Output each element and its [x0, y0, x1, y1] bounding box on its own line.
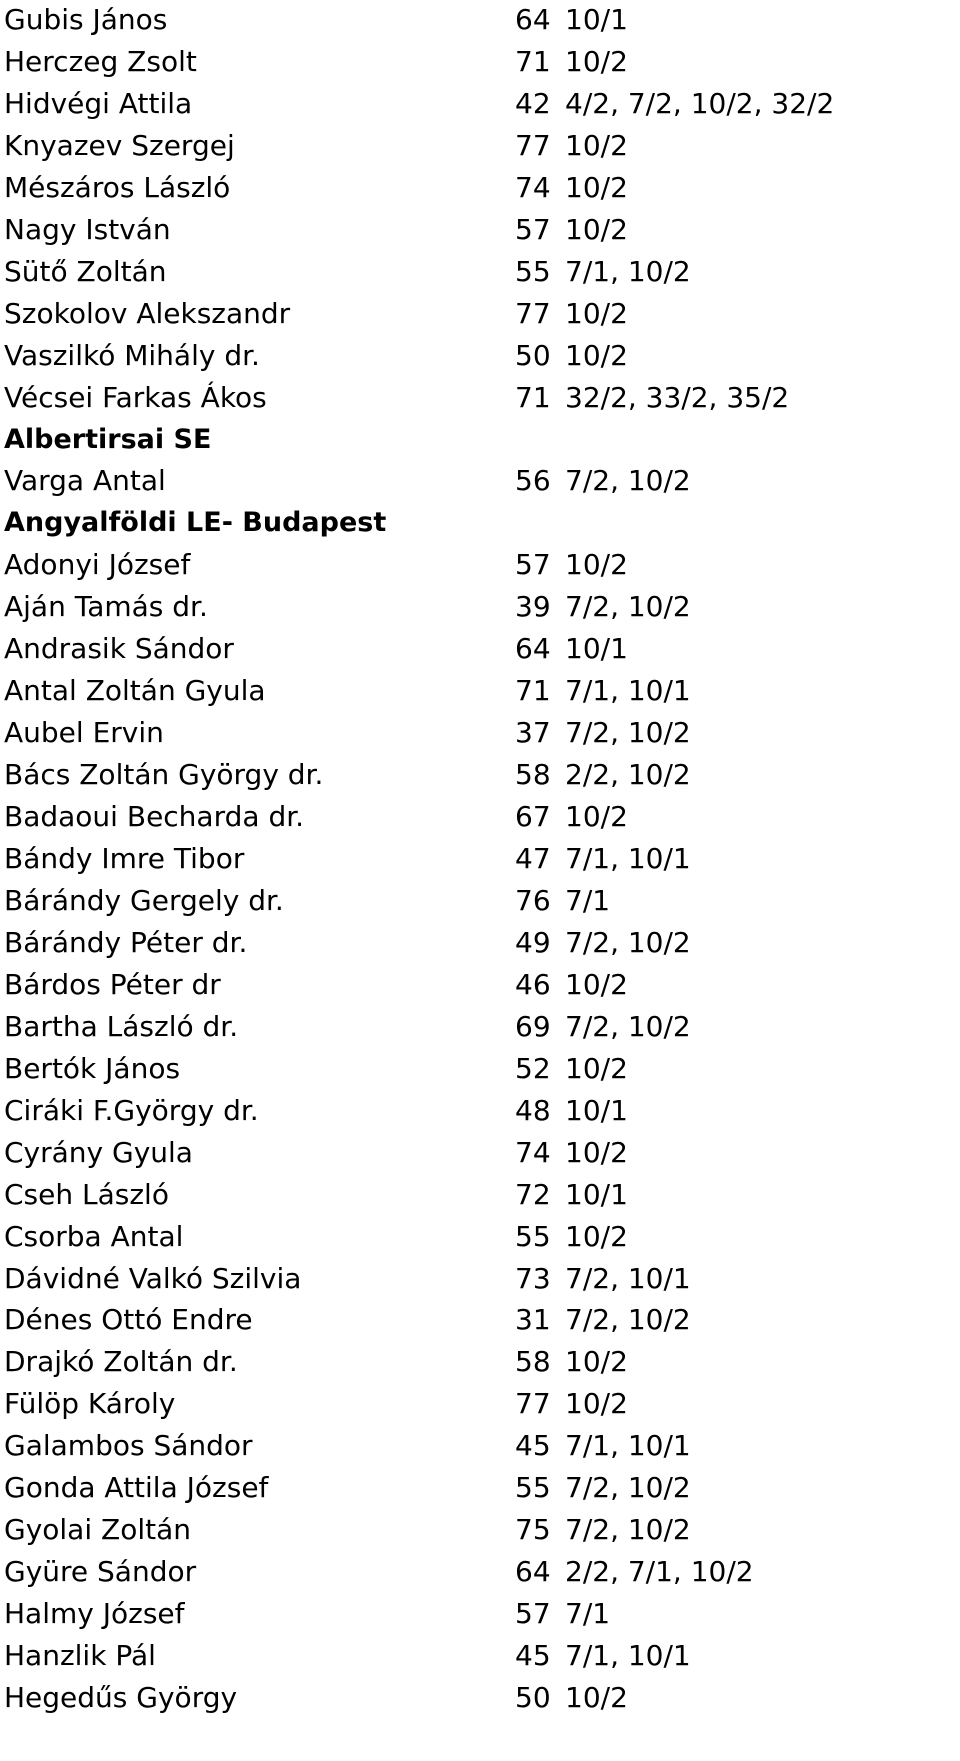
- member-categories: 7/2, 10/2: [565, 1513, 691, 1547]
- member-row: [0, 169, 960, 207]
- member-age: 72: [515, 1177, 551, 1211]
- member-row: [0, 127, 960, 165]
- member-name: Szokolov Alekszandr: [4, 296, 291, 330]
- member-name: Varga Antal: [4, 464, 166, 498]
- member-name: Csorba Antal: [4, 1219, 184, 1253]
- member-age: 77: [515, 1387, 551, 1421]
- member-age: 50: [515, 338, 551, 372]
- member-row: [0, 1092, 960, 1130]
- member-row: [0, 672, 960, 710]
- member-row: [0, 630, 960, 668]
- member-name: Aubel Ervin: [4, 716, 164, 750]
- member-categories: 7/2, 10/2: [565, 590, 691, 624]
- member-categories: 10/2: [565, 1681, 628, 1714]
- member-name: Hidvégi Attila: [4, 86, 193, 120]
- member-age: 55: [515, 1219, 551, 1253]
- member-categories: 10/2: [565, 1387, 628, 1421]
- member-categories: 10/2: [565, 1135, 628, 1169]
- member-row: [0, 1134, 960, 1172]
- member-name: Nagy István: [4, 212, 171, 246]
- member-categories: 2/2, 10/2: [565, 758, 691, 792]
- member-row: [0, 1343, 960, 1381]
- member-row: [0, 1050, 960, 1088]
- member-age: 52: [515, 1051, 551, 1085]
- member-categories: 10/2: [565, 338, 628, 372]
- member-categories: 10/2: [565, 170, 628, 204]
- member-age: 75: [515, 1513, 551, 1547]
- club-heading: [0, 421, 960, 459]
- member-name: Knyazev Szergej: [4, 128, 235, 162]
- member-name: Bárándy Péter dr.: [4, 925, 248, 959]
- member-name: Hegedűs György: [4, 1681, 238, 1714]
- member-row: [0, 379, 960, 417]
- member-categories: 10/2: [565, 212, 628, 246]
- member-name: Hanzlik Pál: [4, 1639, 156, 1673]
- member-name: Cseh László: [4, 1177, 169, 1211]
- member-age: 74: [515, 170, 551, 204]
- member-categories: 10/2: [565, 1051, 628, 1085]
- club-heading: [0, 504, 960, 542]
- member-categories: 7/1, 10/2: [565, 254, 691, 288]
- member-row: [0, 966, 960, 1004]
- member-age: 57: [515, 548, 551, 582]
- member-row: [0, 1260, 960, 1298]
- member-age: 76: [515, 883, 551, 917]
- member-categories: 10/1: [565, 1093, 628, 1127]
- member-categories: 10/2: [565, 967, 628, 1001]
- member-row: [0, 546, 960, 584]
- member-row: [0, 1008, 960, 1046]
- member-name: Herczeg Zsolt: [4, 44, 197, 78]
- member-row: [0, 43, 960, 81]
- member-name: Bárdos Péter dr: [4, 967, 221, 1001]
- member-name: Andrasik Sándor: [4, 632, 234, 666]
- member-name: Adonyi József: [4, 548, 191, 582]
- member-categories: 7/1, 10/1: [565, 1429, 691, 1463]
- member-row: [0, 85, 960, 123]
- member-categories: 10/1: [565, 1177, 628, 1211]
- member-categories: 7/2, 10/1: [565, 1261, 691, 1295]
- member-row: [0, 924, 960, 962]
- member-categories: 10/2: [565, 1345, 628, 1379]
- member-name: Halmy József: [4, 1597, 185, 1631]
- member-name: Mészáros László: [4, 170, 231, 204]
- member-row: [0, 1469, 960, 1507]
- member-age: 48: [515, 1093, 551, 1127]
- club-name: Angyalföldi LE- Budapest: [4, 507, 387, 539]
- member-age: 57: [515, 212, 551, 246]
- member-name: Badaoui Becharda dr.: [4, 800, 305, 834]
- member-categories: 7/2, 10/2: [565, 1303, 691, 1337]
- member-row: [0, 756, 960, 794]
- member-row: [0, 1218, 960, 1256]
- member-row: [0, 1176, 960, 1214]
- member-categories: 7/2, 10/2: [565, 925, 691, 959]
- member-categories: 7/2, 10/2: [565, 716, 691, 750]
- member-age: 55: [515, 254, 551, 288]
- member-age: 55: [515, 1471, 551, 1505]
- member-row: [0, 462, 960, 500]
- member-age: 71: [515, 674, 551, 708]
- member-name: Ciráki F.György dr.: [4, 1093, 259, 1127]
- member-age: 45: [515, 1639, 551, 1673]
- member-categories: 2/2, 7/1, 10/2: [565, 1555, 754, 1589]
- member-name: Sütő Zoltán: [4, 254, 167, 288]
- member-name: Bács Zoltán György dr.: [4, 758, 324, 792]
- member-categories: 7/1, 10/1: [565, 1639, 691, 1673]
- club-name: Albertirsai SE: [4, 423, 212, 455]
- member-age: 45: [515, 1429, 551, 1463]
- member-name: Aján Tamás dr.: [4, 590, 208, 624]
- member-row: [0, 1427, 960, 1465]
- member-categories: 10/2: [565, 296, 628, 330]
- member-name: Dávidné Valkó Szilvia: [4, 1261, 302, 1295]
- member-age: 31: [515, 1303, 551, 1337]
- member-categories: 4/2, 7/2, 10/2, 32/2: [565, 86, 835, 120]
- member-age: 69: [515, 1009, 551, 1043]
- member-age: 67: [515, 800, 551, 834]
- member-age: 58: [515, 1345, 551, 1379]
- member-categories: 10/2: [565, 44, 628, 78]
- member-row: [0, 1511, 960, 1549]
- member-age: 39: [515, 590, 551, 624]
- member-name: Gyüre Sándor: [4, 1555, 197, 1589]
- member-name: Cyrány Gyula: [4, 1135, 193, 1169]
- member-row: [0, 840, 960, 878]
- member-row: [0, 1385, 960, 1423]
- member-age: 50: [515, 1681, 551, 1714]
- member-age: 64: [515, 3, 551, 36]
- member-row: [0, 1, 960, 39]
- member-row: [0, 882, 960, 920]
- member-categories: 7/1: [565, 883, 611, 917]
- member-row: [0, 1301, 960, 1339]
- member-age: 58: [515, 758, 551, 792]
- member-categories: 7/2, 10/2: [565, 464, 691, 498]
- member-name: Drajkó Zoltán dr.: [4, 1345, 238, 1379]
- member-row: [0, 211, 960, 249]
- member-row: [0, 714, 960, 752]
- member-categories: 7/2, 10/2: [565, 1009, 691, 1043]
- member-name: Dénes Ottó Endre: [4, 1303, 253, 1337]
- member-name: Antal Zoltán Gyula: [4, 674, 266, 708]
- member-name: Gyolai Zoltán: [4, 1513, 191, 1547]
- member-row: [0, 253, 960, 291]
- member-age: 77: [515, 128, 551, 162]
- member-categories: 10/2: [565, 548, 628, 582]
- member-age: 64: [515, 632, 551, 666]
- member-age: 71: [515, 380, 551, 414]
- member-age: 74: [515, 1135, 551, 1169]
- member-categories: 7/2, 10/2: [565, 1471, 691, 1505]
- member-categories: 7/1: [565, 1597, 611, 1631]
- member-name: Galambos Sándor: [4, 1429, 253, 1463]
- member-name: Gonda Attila József: [4, 1471, 269, 1505]
- member-row: [0, 337, 960, 375]
- member-name: Bertók János: [4, 1051, 181, 1085]
- member-name: Bárándy Gergely dr.: [4, 883, 284, 917]
- member-name: Bartha László dr.: [4, 1009, 239, 1043]
- member-age: 47: [515, 842, 551, 875]
- member-categories: 10/1: [565, 3, 628, 36]
- member-age: 71: [515, 44, 551, 78]
- member-age: 56: [515, 464, 551, 498]
- member-row: [0, 588, 960, 626]
- member-age: 42: [515, 86, 551, 120]
- member-row: [0, 1679, 960, 1717]
- member-age: 37: [515, 716, 551, 750]
- member-categories: 10/2: [565, 128, 628, 162]
- member-age: 57: [515, 1597, 551, 1631]
- member-categories: 10/1: [565, 632, 628, 666]
- member-name: Gubis János: [4, 3, 168, 36]
- member-age: 73: [515, 1261, 551, 1295]
- member-name: Fülöp Károly: [4, 1387, 176, 1421]
- member-row: [0, 1595, 960, 1633]
- member-row: [0, 295, 960, 333]
- member-age: 46: [515, 967, 551, 1001]
- member-age: 64: [515, 1555, 551, 1589]
- member-age: 77: [515, 296, 551, 330]
- member-name: Vécsei Farkas Ákos: [4, 380, 267, 414]
- member-name: Vaszilkó Mihály dr.: [4, 338, 260, 372]
- member-categories: 7/1, 10/1: [565, 842, 691, 875]
- member-categories: 7/1, 10/1: [565, 674, 691, 708]
- member-age: 49: [515, 925, 551, 959]
- member-categories: 32/2, 33/2, 35/2: [565, 380, 790, 414]
- member-row: [0, 1553, 960, 1591]
- member-row: [0, 1637, 960, 1675]
- member-categories: 10/2: [565, 1219, 628, 1253]
- member-row: [0, 798, 960, 836]
- member-name: Bándy Imre Tibor: [4, 842, 245, 875]
- member-categories: 10/2: [565, 800, 628, 834]
